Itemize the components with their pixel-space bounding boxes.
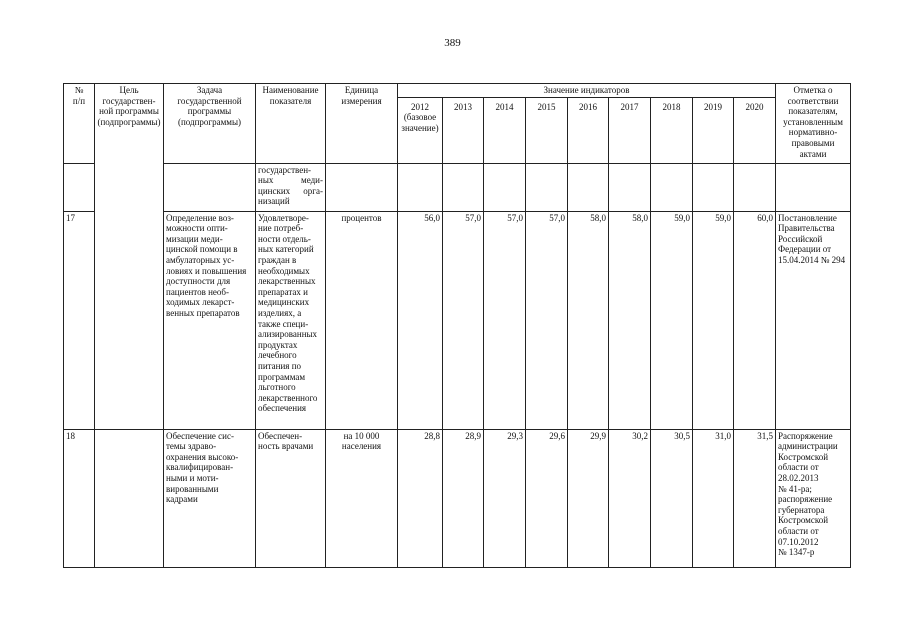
row17-value-2012: 56,0 xyxy=(398,211,443,429)
row17-task: Определение воз- можности опти- мизации меди- цинской помощи в амбулаторных ус- ловиях и повышения доступности для пациентов необ- ходимых лекарст- венных препаратов xyxy=(164,211,256,429)
row18-value-2014: 29,3 xyxy=(484,429,526,567)
row17-value-2017: 58,0 xyxy=(609,211,651,429)
header-year-2012: 2012 (базовое значение) xyxy=(398,97,443,163)
row18-value-2018: 30,5 xyxy=(651,429,693,567)
row18-value-2012: 28,8 xyxy=(398,429,443,567)
row18-value-2017: 30,2 xyxy=(609,429,651,567)
header-values-group: Значение индикаторов xyxy=(398,84,776,98)
header-year-2015: 2015 xyxy=(526,97,568,163)
row17-value-2014: 57,0 xyxy=(484,211,526,429)
row18-value-2020: 31,5 xyxy=(734,429,776,567)
row17-value-2020: 60,0 xyxy=(734,211,776,429)
row17-value-2018: 59,0 xyxy=(651,211,693,429)
row18-value-2016: 29,9 xyxy=(568,429,609,567)
header-year-2020: 2020 xyxy=(734,97,776,163)
row17-value-2015: 57,0 xyxy=(526,211,568,429)
indicators-table xyxy=(63,83,851,568)
table-row xyxy=(64,211,851,429)
row17-value-2013: 57,0 xyxy=(443,211,484,429)
header-year-2018: 2018 xyxy=(651,97,693,163)
header-unit: Единица измерения xyxy=(326,84,398,164)
header-year-2019: 2019 xyxy=(693,97,734,163)
row17-num: 17 xyxy=(64,211,95,429)
page-number: 389 xyxy=(444,37,461,49)
row17-note: Постановление Правительства Российской Федерации от 15.04.2014 № 294 xyxy=(776,211,851,429)
header-indicator: Наименование показателя xyxy=(256,84,326,164)
header-task: Задача государственной программы (подпрограммы) xyxy=(164,84,256,164)
header-year-2013: 2013 xyxy=(443,97,484,163)
row18-num: 18 xyxy=(64,429,95,567)
row17-value-2016: 58,0 xyxy=(568,211,609,429)
header-goal: Цель государствен- ной программы (подпрограммы) xyxy=(95,84,164,430)
header-year-2017: 2017 xyxy=(609,97,651,163)
table-row xyxy=(64,163,851,211)
row18-value-2013: 28,9 xyxy=(443,429,484,567)
table-row xyxy=(64,429,851,567)
row17-unit: процентов xyxy=(326,211,398,429)
header-note: Отметка о соответствии показателям, установленным нормативно- правовыми актами xyxy=(776,84,851,164)
row17-value-2019: 59,0 xyxy=(693,211,734,429)
row17-indicator: Удовлетворе- ние потреб- ности отдель- ных категорий граждан в необходимых лекарственных препаратах и медицинских изделиях, а также специ- ализированных продуктах лечебного питания по программам льготного лекарственного обеспечения xyxy=(256,211,326,429)
row18-value-2019: 31,0 xyxy=(693,429,734,567)
header-year-2016: 2016 xyxy=(568,97,609,163)
row18-unit: на 10 000 населения xyxy=(326,429,398,567)
header-num: № п/п xyxy=(64,84,95,164)
row18-indicator: Обеспечен- ность врачами xyxy=(256,429,326,567)
header-year-2014: 2014 xyxy=(484,97,526,163)
row18-task: Обеспечение сис- темы здраво- охранения высоко- квалифицирован- ными и моти- вированными кадрами xyxy=(164,429,256,567)
row18-note: Распоряжение администрации Костромской области от 28.02.2013 № 41-ра; распоряжение губернатора Костромской области от 07.10.2012 № 1347-р xyxy=(776,429,851,567)
continuation-indicator: государствен- ных меди- цинских орга- низаций xyxy=(256,163,326,211)
row18-value-2015: 29,6 xyxy=(526,429,568,567)
